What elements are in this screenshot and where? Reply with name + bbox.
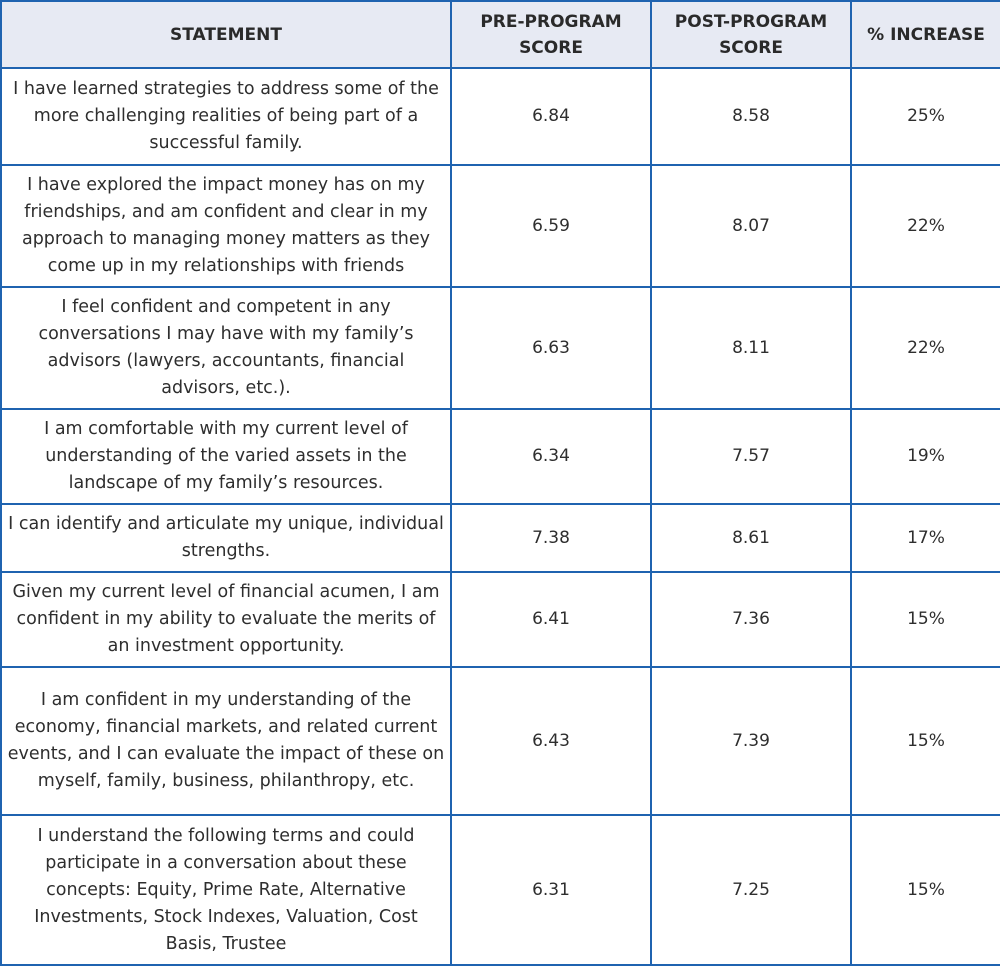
table-body	[1, 68, 1000, 965]
table-row	[1, 68, 1000, 165]
header-pre-program-score: PRE-PROGRAM SCORE	[451, 1, 651, 68]
post-score-cell: 7.39	[651, 667, 851, 815]
table-row	[1, 409, 1000, 504]
header-percent-increase: % INCREASE	[851, 1, 1000, 68]
increase-cell: 15%	[851, 815, 1000, 965]
statement-cell: I have explored the impact money has on my friendships, and am confident and clear in my approach to managing money matters as they come up in my relationships with friends	[1, 165, 451, 287]
post-score-cell: 7.36	[651, 572, 851, 667]
increase-cell: 15%	[851, 667, 1000, 815]
table-row	[1, 667, 1000, 815]
statement-cell: Given my current level of financial acumen, I am confident in my ability to evaluate the merits of an investment opportunity.	[1, 572, 451, 667]
header-statement: STATEMENT	[1, 1, 451, 68]
post-score-cell: 8.07	[651, 165, 851, 287]
table-row	[1, 165, 1000, 287]
increase-cell: 25%	[851, 68, 1000, 165]
statement-cell: I feel confident and competent in any conversations I may have with my family’s advisors (lawyers, accountants, financial advisors, etc.).	[1, 287, 451, 409]
table-header	[1, 1, 1000, 68]
statement-cell: I am comfortable with my current level of understanding of the varied assets in the landscape of my family’s resources.	[1, 409, 451, 504]
table-row	[1, 572, 1000, 667]
post-score-cell: 8.58	[651, 68, 851, 165]
increase-cell: 15%	[851, 572, 1000, 667]
pre-score-cell: 6.63	[451, 287, 651, 409]
pre-score-cell: 7.38	[451, 504, 651, 572]
pre-score-cell: 6.84	[451, 68, 651, 165]
increase-cell: 22%	[851, 287, 1000, 409]
statement-cell: I can identify and articulate my unique, individual strengths.	[1, 504, 451, 572]
table-row	[1, 287, 1000, 409]
statement-cell: I have learned strategies to address some of the more challenging realities of being part of a successful family.	[1, 68, 451, 165]
post-score-cell: 8.61	[651, 504, 851, 572]
post-score-cell: 8.11	[651, 287, 851, 409]
statement-cell: I am confident in my understanding of the economy, financial markets, and related current events, and I can evaluate the impact of these on myself, family, business, philanthropy, etc.	[1, 667, 451, 815]
table-row	[1, 815, 1000, 965]
increase-cell: 22%	[851, 165, 1000, 287]
pre-score-cell: 6.34	[451, 409, 651, 504]
increase-cell: 19%	[851, 409, 1000, 504]
post-score-cell: 7.57	[651, 409, 851, 504]
post-score-cell: 7.25	[651, 815, 851, 965]
pre-score-cell: 6.31	[451, 815, 651, 965]
pre-score-cell: 6.41	[451, 572, 651, 667]
pre-score-cell: 6.59	[451, 165, 651, 287]
header-post-program-score: POST-PROGRAM SCORE	[651, 1, 851, 68]
header-row	[1, 1, 1000, 68]
pre-score-cell: 6.43	[451, 667, 651, 815]
increase-cell: 17%	[851, 504, 1000, 572]
statement-cell: I understand the following terms and could participate in a conversation about these concepts: Equity, Prime Rate, Alternative Investments, Stock Indexes, Valuation, Cost Basis, Trustee	[1, 815, 451, 965]
table-row	[1, 504, 1000, 572]
